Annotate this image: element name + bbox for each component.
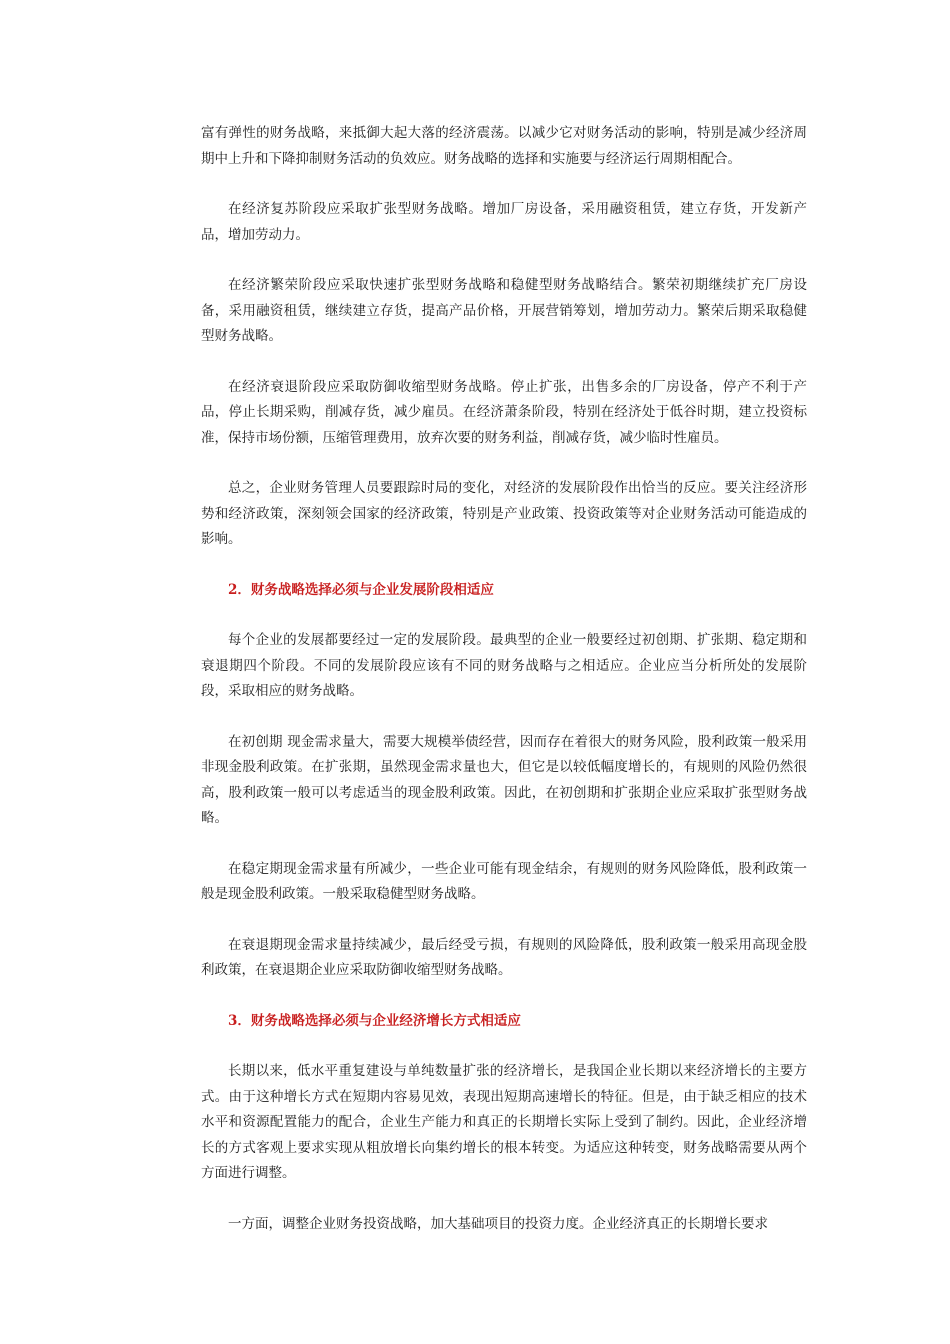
document-page: [201, 121, 807, 1262]
section-heading-growth-mode: 3．财务战略选择必须与企业经济增长方式相适应: [228, 1012, 521, 1029]
paragraph-recession-stage: 在经济衰退阶段应采取防御收缩型财务战略。停止扩张，出售多余的厂房设备，停产不利于产品，停止长期采购，削减存货，减少雇员。在经济萧条阶段，特别在经济处于低谷时期，建立投资标准，保持市场份额，压缩管理费用，放弃次要的财务利益，削减存货，减少临时性雇员。: [201, 378, 807, 446]
paragraph-summary: 总之，企业财务管理人员要跟踪时局的变化，对经济的发展阶段作出恰当的反应。要关注经济形势和经济政策，深刻领会国家的经济政策，特别是产业政策、投资政策等对企业财务活动可能造成的影响。: [201, 480, 807, 547]
paragraph-stable-period: 在稳定期现金需求量有所减少，一些企业可能有现金结余，有规则的财务风险降低，股利政策一般是现金股利政策。一般采取稳健型财务战略。: [201, 860, 807, 902]
paragraph-prosperity-stage: 在经济繁荣阶段应采取快速扩张型财务战略和稳健型财务战略结合。繁荣初期继续扩充厂房设备，采用融资租赁，继续建立存货，提高产品价格，开展营销筹划，增加劳动力。繁荣后期采取稳健型财务战略。: [201, 277, 807, 344]
paragraph-economic-cycle-continuation: 富有弹性的财务战略，来抵御大起大落的经济震荡。以减少它对财务活动的影响，特别是减少经济周期中上升和下降抑制财务活动的负效应。财务战略的选择和实施要与经济运行周期相配合。: [201, 125, 807, 167]
paragraph-recovery-stage: 在经济复苏阶段应采取扩张型财务战略。增加厂房设备，采用融资租赁，建立存货，开发新产品，增加劳动力。: [201, 201, 807, 243]
paragraph-development-stages-intro: 每个企业的发展都要经过一定的发展阶段。最典型的企业一般要经过初创期、扩张期、稳定期和衰退期四个阶段。不同的发展阶段应该有不同的财务战略与之相适应。企业应当分析所处的发展阶段，采取相应的财务战略。: [201, 632, 807, 699]
paragraph-growth-mode-intro: 长期以来，低水平重复建设与单纯数量扩张的经济增长，是我国企业长期以来经济增长的主要方式。由于这种增长方式在短期内容易见效，表现出短期高速增长的特征。但是，由于缺乏相应的技术水平和资源配置能力的配合，企业生产能力和真正的长期增长实际上受到了制约。因此，企业经济增长的方式客观上要求实现从粗放增长向集约增长的根本转变。为适应这种转变，财务战略需要从两个方面进行调整。: [201, 1063, 807, 1181]
section-heading-development-stage: 2．财务战略选择必须与企业发展阶段相适应: [228, 581, 494, 598]
paragraph-investment-strategy: 一方面，调整企业财务投资战略，加大基础项目的投资力度。企业经济真正的长期增长要求: [228, 1215, 768, 1232]
paragraph-decline-period: 在衰退期现金需求量持续减少，最后经受亏损，有规则的风险降低，股利政策一般采用高现金股利政策，在衰退期企业应采取防御收缩型财务战略。: [201, 936, 807, 978]
paragraph-startup-expansion: 在初创期 现金需求量大，需要大规模举债经营，因而存在着很大的财务风险，股利政策一般采用非现金股利政策。在扩张期，虽然现金需求量也大，但它是以较低幅度增长的，有规则的风险仍然很高，股利政策一般可以考虑适当的现金股利政策。因此，在初创期和扩张期企业应采取扩张型财务战略。: [201, 733, 807, 826]
